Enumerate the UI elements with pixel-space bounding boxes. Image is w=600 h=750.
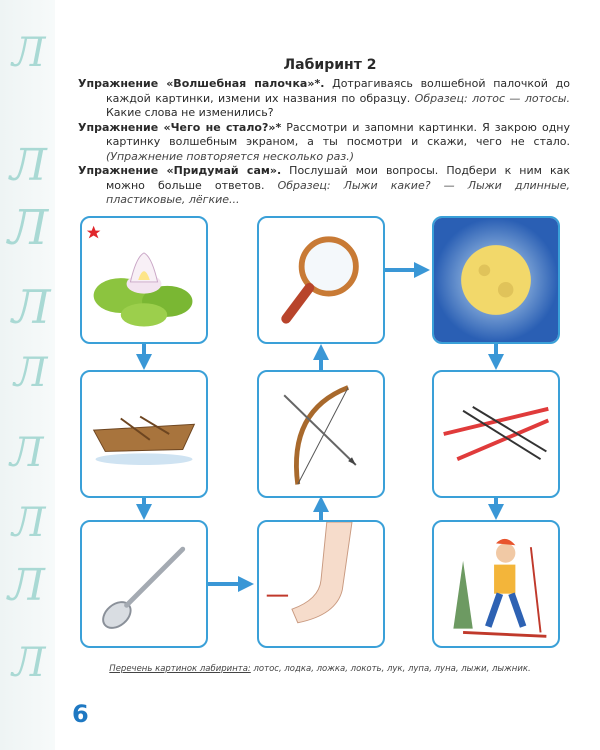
side-letter: Л: [10, 140, 47, 191]
exercise-note: (Упражнение повторяется несколько раз.): [106, 149, 354, 163]
exercise-2: [78, 121, 570, 165]
side-letter: Л: [12, 500, 46, 546]
moon-icon: [434, 218, 558, 342]
side-letter: Л: [12, 30, 46, 76]
card-lotus: [80, 216, 208, 344]
lotus-icon: [82, 218, 206, 342]
card-bow: [257, 370, 385, 498]
exercise-3: [78, 164, 570, 208]
side-letter: Л: [8, 560, 45, 611]
exercise-name: Упражнение «Чего не стало?»*: [78, 120, 282, 134]
card-moon: [432, 216, 560, 344]
exercise-text: Какие слова не изменились?: [106, 106, 274, 119]
card-skier: [432, 520, 560, 648]
exercise-example: Образец: лотос — лотосы.: [414, 91, 570, 105]
decorative-letter-stripe: [0, 0, 55, 750]
card-skis: [432, 370, 560, 498]
exercise-text: Послушай мои вопросы. Подбери к ним как можно больше ответов.: [106, 164, 570, 192]
exercise-list: [78, 77, 570, 208]
picture-list-caption: [0, 664, 600, 674]
elbow-icon: [259, 522, 383, 646]
card-spoon: [80, 520, 208, 648]
exercise-name: Упражнение «Придумай сам».: [78, 164, 282, 177]
caption-label: Перечень картинок лабиринта:: [109, 664, 251, 674]
page-number: 6: [72, 700, 89, 728]
spoon-icon: [82, 522, 206, 646]
exercise-1: [78, 77, 570, 121]
skis-icon: [434, 372, 558, 496]
bow-icon: [259, 372, 383, 496]
card-boat: [80, 370, 208, 498]
exercise-text: Дотрагиваясь волшебной палочкой до каждой картинки, измени их названия по образцу.: [106, 77, 570, 105]
star-icon: [87, 226, 101, 239]
magnifier-icon: [259, 218, 383, 342]
exercise-text: Рассмотри и запомни картинки. Я закрою одну картинку волшебным экраном, а ты посмотри и скажи, чего не стало.: [106, 120, 570, 148]
skier-icon: [434, 522, 558, 646]
boat-icon: [82, 372, 206, 496]
side-letter: Л: [12, 280, 51, 334]
side-letter: Л: [10, 430, 44, 476]
card-elbow: [257, 520, 385, 648]
side-letter: Л: [8, 200, 49, 256]
side-letter: Л: [14, 350, 48, 396]
page-title: Лабиринт 2: [283, 57, 377, 73]
card-magnifier: [257, 216, 385, 344]
caption-list: лотос, лодка, ложка, локоть, лук, лупа, луна, лыжи, лыжник.: [250, 664, 531, 674]
exercise-example: Образец: Лыжи какие? — Лыжи длинные, пластиковые, лёгкие...: [106, 178, 571, 206]
side-letter: Л: [12, 640, 46, 686]
exercise-name: Упражнение «Волшебная палочка»*.: [78, 77, 325, 90]
